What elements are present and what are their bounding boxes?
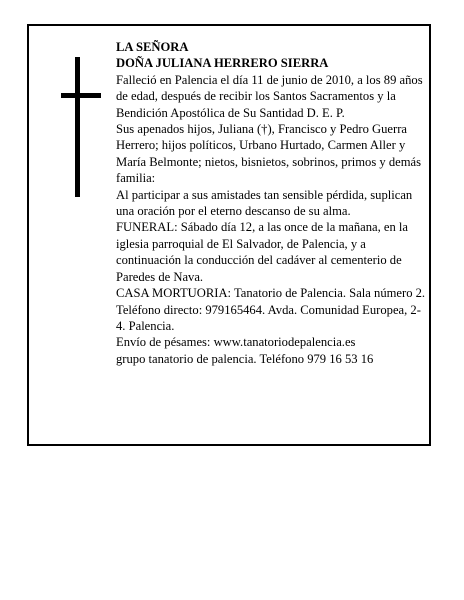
obituary-notice (27, 24, 431, 446)
paragraph-prayer: Al participar a sus amistades tan sensible pérdida, suplican una oración por el eterno descanso de su alma. (116, 187, 413, 219)
notice-heading-name: DOÑA JULIANA HERRERO SIERRA (116, 56, 329, 71)
notice-heading-title: LA SEÑORA (116, 40, 189, 54)
paragraph-condolences: Envío de pésames: www.tanatoriodepalencia.es (116, 335, 356, 350)
paragraph-family: Sus apenados hijos, Juliana (†), Francisco y Pedro Guerra Herrero; hijos políticos, Urbano Hurtado, Carmen Aller y María Belmonte; nietos, bisnietos, sobrinos, primos y demás familia: (116, 122, 422, 186)
cross-horizontal-bar (61, 93, 101, 98)
paragraph-contact: grupo tanatorio de palencia. Teléfono 979 16 53 16 (116, 351, 374, 366)
paragraph-funeral: FUNERAL: Sábado día 12, a las once de la mañana, en la iglesia parroquial de El Salvador, de Palencia, y a continuación la conducción del cadáver al cementerio de Paredes de Nava. (116, 220, 409, 284)
paragraph-mortuary: CASA MORTUORIA: Tanatorio de Palencia. Sala número 2. Teléfono directo: 979165464. Avda. Comunidad Europea, 2-4. Palencia. (116, 286, 426, 333)
notice-text (116, 39, 426, 367)
paragraph-death: Falleció en Palencia el día 11 de junio de 2010, a los 89 años de edad, después de recibir los Santos Sacramentos y la Bendición Apostólica de Su Santidad D. E. P. (116, 72, 423, 120)
cross-icon (61, 57, 101, 197)
cross-vertical-bar (75, 57, 80, 197)
